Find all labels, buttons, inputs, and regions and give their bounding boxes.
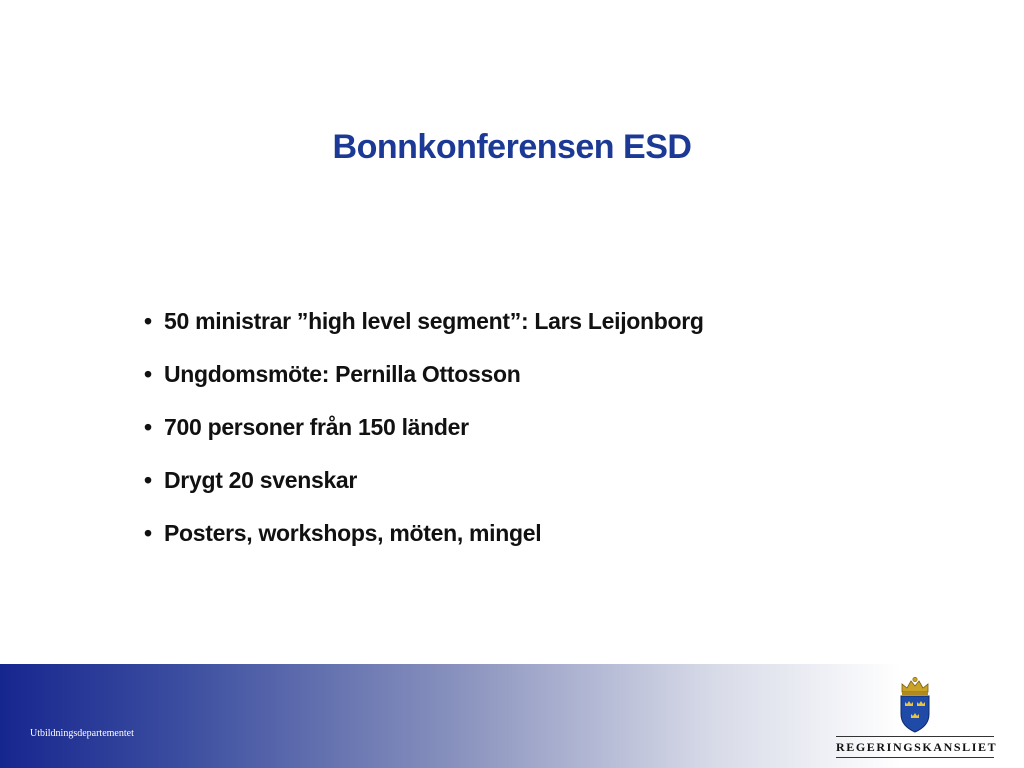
- bullet-item: [144, 356, 704, 409]
- bullet-item: [144, 409, 704, 462]
- bullet-text: 50 ministrar ”high level segment”: Lars Leijonborg: [164, 308, 704, 334]
- regeringskansliet-logo: [836, 676, 998, 760]
- three-crowns-crest-icon: [897, 676, 933, 734]
- bullet-item: [144, 303, 704, 356]
- bullet-marker: •: [144, 520, 152, 546]
- slide-title: Bonnkonferensen ESD: [332, 128, 692, 166]
- bullet-list: [144, 303, 704, 568]
- bullet-marker: •: [144, 414, 152, 440]
- bullet-item: [144, 515, 704, 568]
- bullet-marker: •: [144, 361, 152, 387]
- bullet-item: [144, 462, 704, 515]
- bullet-text: Posters, workshops, möten, mingel: [164, 520, 542, 546]
- bullet-text: Ungdomsmöte: Pernilla Ottosson: [164, 361, 521, 387]
- bullet-marker: •: [144, 467, 152, 493]
- bullet-text: Drygt 20 svenskar: [164, 467, 358, 493]
- department-name: Utbildningsdepartementet: [30, 728, 134, 739]
- bullet-marker: •: [144, 308, 152, 334]
- footer-band: [0, 664, 1024, 768]
- logo-wordmark: REGERINGSKANSLIET: [836, 736, 994, 758]
- bullet-text: 700 personer från 150 länder: [164, 414, 469, 440]
